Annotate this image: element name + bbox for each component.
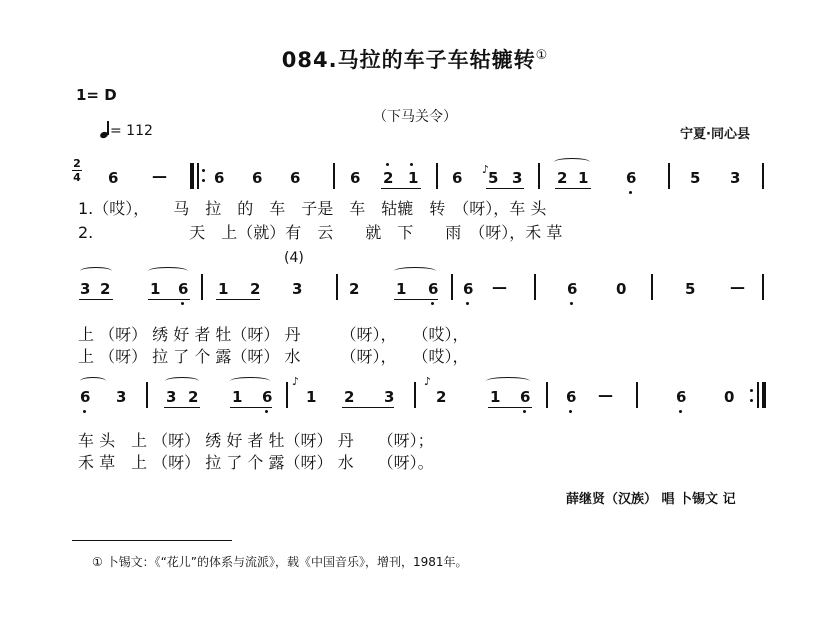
barline [146,382,148,408]
beam-underline [79,299,113,300]
beam-underline [486,188,524,189]
note: 3 [80,280,91,298]
beam-underline [164,407,200,408]
note: 5 [690,169,701,187]
barline [757,382,759,408]
low-octave-dot [679,410,682,413]
grace-mark: ♪ [482,163,490,176]
note: 2 [349,280,360,298]
note: 6 [626,169,637,187]
slur [80,267,112,275]
low-octave-dot [629,191,632,194]
note: 6 [80,388,91,406]
repeat-end-barline [762,382,766,408]
song-subtitle: （下马关令） [373,109,457,125]
note: 6 [262,388,273,406]
barline [201,274,203,300]
lyrics-verse-1: 1.（哎）， 马 拉 的 车 子是 车 轱辘 转 （呀），车 头 [78,199,547,218]
note: 1 [218,280,229,298]
barline [414,382,416,408]
repeat-dot [202,169,205,172]
footnote-ref-mark: ① [535,48,549,63]
low-octave-dot [83,410,86,413]
beam-underline [555,188,591,189]
note-dash: — [492,278,507,296]
lyrics-verse-2: 2. 天 上（就）有 云 就 下 雨 （呀），禾 草 [78,223,563,242]
beam-underline [148,299,190,300]
section-mark: (4) [284,250,304,266]
time-signature: 2 4 [73,157,81,184]
note: 6 [452,169,463,187]
song-title: 084.马拉的车子车轱辘转① [281,48,549,72]
note: 3 [292,280,303,298]
repeat-start-barline [190,163,194,189]
low-octave-dot [181,302,184,305]
note: 3 [116,388,127,406]
note: 1 [306,388,317,406]
note: 2 [188,388,199,406]
note-dash: — [152,167,167,185]
barline [538,163,540,189]
low-octave-dot [431,302,434,305]
beam-underline [230,407,272,408]
barline [197,163,199,189]
note: 1 [396,280,407,298]
slur [80,377,106,385]
slur [165,377,199,385]
note: 2 [383,169,394,187]
note: 6 [350,169,361,187]
footnote-divider [72,540,232,541]
grace-mark: ♪ [424,375,432,388]
lyrics-verse-1: 上 （呀） 绣 好 者 牡（呀） 丹 （呀）， （哎）， [78,325,469,344]
slur [394,267,436,275]
repeat-dot [750,399,753,402]
tempo-marking: = 112 [100,122,153,139]
note: 2 [100,280,111,298]
grace-mark: ♪ [292,375,300,388]
low-octave-dot [569,410,572,413]
note: 1 [150,280,161,298]
barline [762,163,764,189]
footnote: ① 卜锡文：《“花儿”的体系与流派》，载《中国音乐》，增刊，1981年。 [92,555,468,569]
note: 2 [344,388,355,406]
barline [451,274,453,300]
note-dash: — [598,386,613,404]
note: 1 [408,169,419,187]
beam-underline [216,299,260,300]
low-octave-dot [570,302,573,305]
note-rest: 0 [724,388,735,406]
barline [534,274,536,300]
note: 6 [108,169,119,187]
note: 1 [232,388,243,406]
barline [286,382,288,408]
note-rest: 0 [616,280,627,298]
note: 6 [252,169,263,187]
note: 3 [166,388,177,406]
slur [554,158,590,166]
beam-underline [342,407,394,408]
note: 6 [676,388,687,406]
barline [336,274,338,300]
octave-dot [410,163,413,166]
slur [148,267,188,275]
song-origin: 宁夏·同心县 [680,127,750,142]
barline [546,382,548,408]
note: 6 [567,280,578,298]
repeat-dot [750,389,753,392]
note-dash: — [730,278,745,296]
key-signature: 1= D [76,86,117,104]
barline [762,274,764,300]
note: 6 [463,280,474,298]
barline [668,163,670,189]
lyrics-verse-2: 禾 草 上 （呀） 拉 了 个 露（呀） 水 （呀）。 [78,453,434,472]
note: 6 [520,388,531,406]
performer-credit: 薛继贤（汉族） 唱 卜锡文 记 [566,492,736,507]
note: 1 [490,388,501,406]
barline [651,274,653,300]
lyrics-verse-2: 上 （呀） 拉 了 个 露（呀） 水 （呀）， （哎）， [78,347,469,366]
barline [436,163,438,189]
note: 3 [512,169,523,187]
repeat-dot [202,179,205,182]
low-octave-dot [523,410,526,413]
barline [636,382,638,408]
note: 6 [214,169,225,187]
slur [486,377,530,385]
barline [333,163,335,189]
octave-dot [386,163,389,166]
beam-underline [394,299,438,300]
note: 5 [488,169,499,187]
low-octave-dot [265,410,268,413]
note: 6 [428,280,439,298]
note: 2 [557,169,568,187]
note: 1 [578,169,589,187]
note: 6 [178,280,189,298]
lyrics-verse-1: 车 头 上 （呀） 绣 好 者 牡（呀） 丹 （呀）； [78,431,434,450]
note: 3 [384,388,395,406]
note: 3 [730,169,741,187]
note: 6 [566,388,577,406]
slur [230,377,270,385]
note: 2 [436,388,447,406]
note: 2 [250,280,261,298]
low-octave-dot [466,302,469,305]
note: 6 [290,169,301,187]
note: 5 [685,280,696,298]
beam-underline [381,188,421,189]
beam-underline [488,407,532,408]
